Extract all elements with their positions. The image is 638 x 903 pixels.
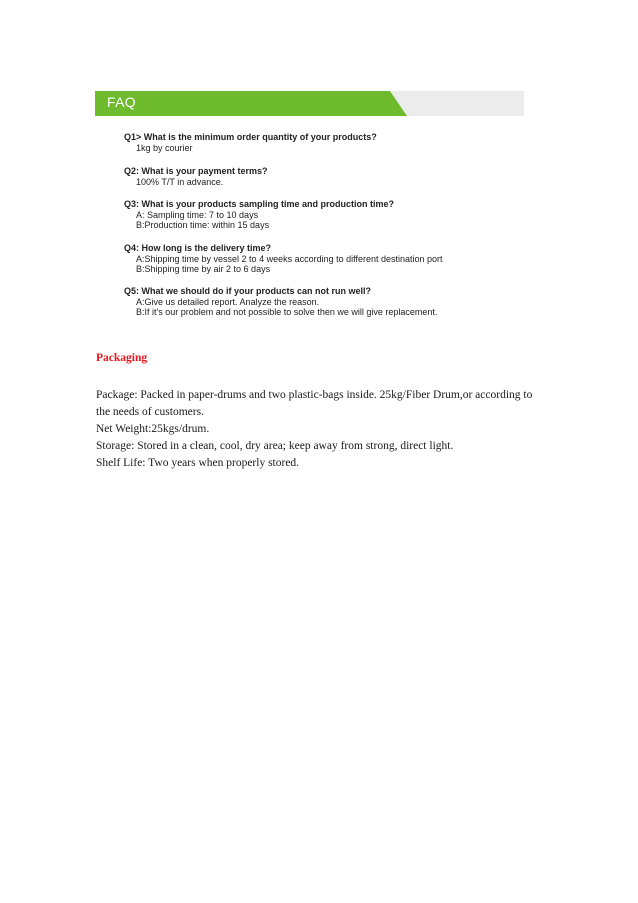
- faq-answer: 1kg by courier: [136, 143, 193, 153]
- faq-question: Q5: What we should do if your products can not run well?: [124, 286, 372, 296]
- faq-item: [124, 199, 524, 230]
- faq-answer: B:Production time: within 15 days: [136, 220, 270, 230]
- faq-banner: [95, 91, 524, 116]
- faq-answer: A:Give us detailed report. Analyze the reason.: [136, 297, 320, 307]
- faq-banner-green-tab: [95, 91, 407, 116]
- packaging-heading: Packaging: [96, 352, 148, 364]
- faq-question: Q3: What is your products sampling time and production time?: [124, 199, 395, 209]
- faq-answer: 100% T/T in advance.: [136, 176, 224, 187]
- faq-question: Q2: What is your payment terms?: [124, 165, 268, 176]
- faq-item: [124, 132, 524, 153]
- faq-answer: B:Shipping time by air 2 to 6 days: [136, 263, 271, 274]
- packaging-body: [96, 387, 546, 472]
- faq-list: [124, 132, 524, 330]
- packaging-storage-line: Storage: Stored in a clean, cool, dry area; keep away from strong, direct light.: [96, 440, 454, 452]
- packaging-shelf-life-line: Shelf Life: Two years when properly stored.: [96, 457, 300, 469]
- packaging-package-line: Package: Packed in paper-drums and two plastic-bags inside. 25kg/Fiber Drum,or according to the needs of customers.: [96, 389, 533, 418]
- faq-question: Q1> What is the minimum order quantity of your products?: [124, 132, 377, 142]
- faq-answer: B:If it's our problem and not possible to solve then we will give replacement.: [136, 307, 438, 317]
- faq-answer: A:Shipping time by vessel 2 to 4 weeks according to different destination port: [136, 253, 443, 264]
- packaging-net-weight-line: Net Weight:25kgs/drum.: [96, 423, 210, 435]
- faq-item: [124, 166, 524, 187]
- faq-item: [124, 286, 524, 317]
- faq-answer: A: Sampling time: 7 to 10 days: [136, 210, 259, 220]
- faq-question: Q4: How long is the delivery time?: [124, 242, 272, 253]
- faq-title: FAQ: [107, 94, 136, 110]
- faq-item: [124, 243, 524, 274]
